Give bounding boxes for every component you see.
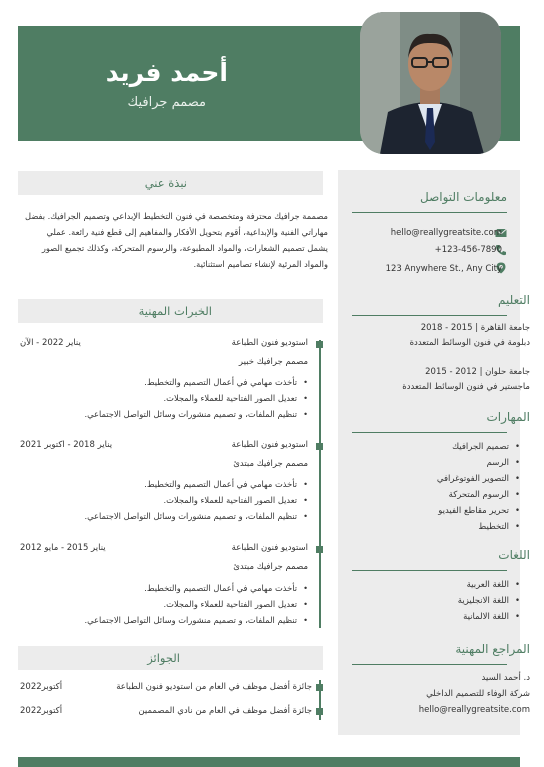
timeline-marker: [316, 708, 323, 715]
job-role: مصمم جرافيك خبير: [238, 357, 308, 367]
skills-heading: المهارات: [486, 410, 530, 424]
job-role: مصمم جرافيك مبتدئ: [233, 562, 308, 572]
education-school-1: جامعة القاهرة | 2015 - 2018: [420, 323, 530, 333]
awards-heading: الجوائز: [147, 651, 180, 665]
job-bullet: • تأخذت مهامي في أعمال التصميم والتخطيط.: [84, 374, 308, 390]
about-text: مصممة جرافيك محترفة ومتخصصة في فنون التخطيط الإبداعي وتصميم الجرافيك. بفضل مهاراتي الفنية والإبداعية، أقوم بتحويل الأفكار والمفاهيم إلى قطع فنية رائعة. عملي يشمل تصميم الشعارات، والمواد المطبوعة، والرسوم المتحركة، وكذلك تجميع الصور والمواد المرئية لإنشاء تصاميم استثنائية.: [25, 211, 328, 269]
languages-list: [458, 577, 520, 625]
contact-email[interactable]: hello@reallygreatsite.com: [390, 228, 502, 238]
skill-item: • تصميم الجرافيك: [437, 439, 520, 455]
award-date: أكتوبر2022: [20, 706, 63, 716]
job-bullet: • تأخذت مهامي في أعمال التصميم والتخطيط.: [84, 580, 308, 596]
about-heading: نبذة عني: [144, 176, 187, 190]
timeline-marker: [316, 684, 323, 691]
experience-heading: الخبرات المهنية: [138, 304, 212, 318]
education-degree-1: دبلومة في فنون الوسائط المتعددة: [409, 338, 530, 348]
award-title: جائزة أفضل موظف في العام من نادي المصممين: [138, 706, 312, 716]
job-bullet: • تنظيم الملفات، و تصميم منشورات وسائل التواصل الاجتماعي.: [84, 612, 308, 628]
job-bullet: • تعديل الصور الفتاحية للعملاء والمجلات.: [84, 390, 308, 406]
language-item: • اللغة الالمانية: [458, 609, 520, 625]
experience-timeline: [319, 340, 321, 628]
job-bullets: [84, 580, 308, 628]
job-company: استوديو فنون الطباعة: [231, 440, 308, 450]
skills-list: [437, 439, 520, 535]
job-date: يناير 2015 - مايو 2012: [20, 543, 106, 553]
references-divider: [352, 664, 507, 665]
footer-bar: [18, 757, 520, 767]
job-bullet: • تأخذت مهامي في أعمال التصميم والتخطيط.: [84, 476, 308, 492]
contact-phone[interactable]: +123-456-7890: [434, 245, 502, 255]
job-bullet: • تعديل الصور الفتاحية للعملاء والمجلات.: [84, 596, 308, 612]
skill-item: • الرسم: [437, 455, 520, 471]
contact-address: 123 Anywhere St., Any City: [385, 264, 502, 274]
education-heading: التعليم: [498, 293, 530, 307]
timeline-marker: [316, 443, 323, 450]
language-item: • اللغة الانجليزية: [458, 593, 520, 609]
job-bullet: • تنظيم الملفات، و تصميم منشورات وسائل التواصل الاجتماعي.: [84, 406, 308, 422]
reference-name: د. أحمد السيد: [481, 673, 530, 683]
contact-divider: [352, 212, 507, 213]
award-title: جائزة أفضل موظف في العام من استوديو فنون الطباعة: [116, 682, 312, 692]
job-bullet: • تعديل الصور الفتاحية للعملاء والمجلات.: [84, 492, 308, 508]
references-heading: المراجع المهنية: [455, 642, 530, 656]
timeline-marker: [316, 341, 323, 348]
skill-item: • التخطيط: [437, 519, 520, 535]
person-title: مصمم جرافيك: [127, 95, 206, 110]
job-company: استوديو فنون الطباعة: [231, 338, 308, 348]
job-bullets: [84, 374, 308, 422]
language-item: • اللغة العربية: [458, 577, 520, 593]
languages-heading: اللغات: [498, 548, 530, 562]
job-bullet: • تنظيم الملفات، و تصميم منشورات وسائل التواصل الاجتماعي.: [84, 508, 308, 524]
skill-item: • التصوير الفوتوغرافي: [437, 471, 520, 487]
skill-item: • الرسوم المتحركة: [437, 487, 520, 503]
reference-company: شركة الوفاء للتصميم الداخلي: [426, 689, 530, 699]
reference-email[interactable]: hello@reallygreatsite.com: [418, 705, 530, 715]
job-role: مصمم جرافيك مبتدئ: [233, 459, 308, 469]
job-date: يناير 2018 - اكتوبر 2021: [20, 440, 113, 450]
job-date: يناير 2022 - الآن: [20, 338, 81, 348]
skill-item: • تحرير مقاطع الفيديو: [437, 503, 520, 519]
profile-photo: [360, 12, 501, 154]
job-bullets: [84, 476, 308, 524]
skills-divider: [352, 432, 507, 433]
education-divider: [352, 315, 507, 316]
job-company: استوديو فنون الطباعة: [231, 543, 308, 553]
languages-divider: [352, 570, 507, 571]
timeline-marker: [316, 546, 323, 553]
award-date: أكتوبر2022: [20, 682, 63, 692]
contact-heading: معلومات التواصل: [419, 190, 507, 204]
education-degree-2: ماجستير في فنون الوسائط المتعددة: [402, 382, 530, 392]
person-name: أحمد فريد: [105, 58, 228, 87]
education-school-2: جامعة حلوان | 2012 - 2015: [425, 367, 530, 377]
